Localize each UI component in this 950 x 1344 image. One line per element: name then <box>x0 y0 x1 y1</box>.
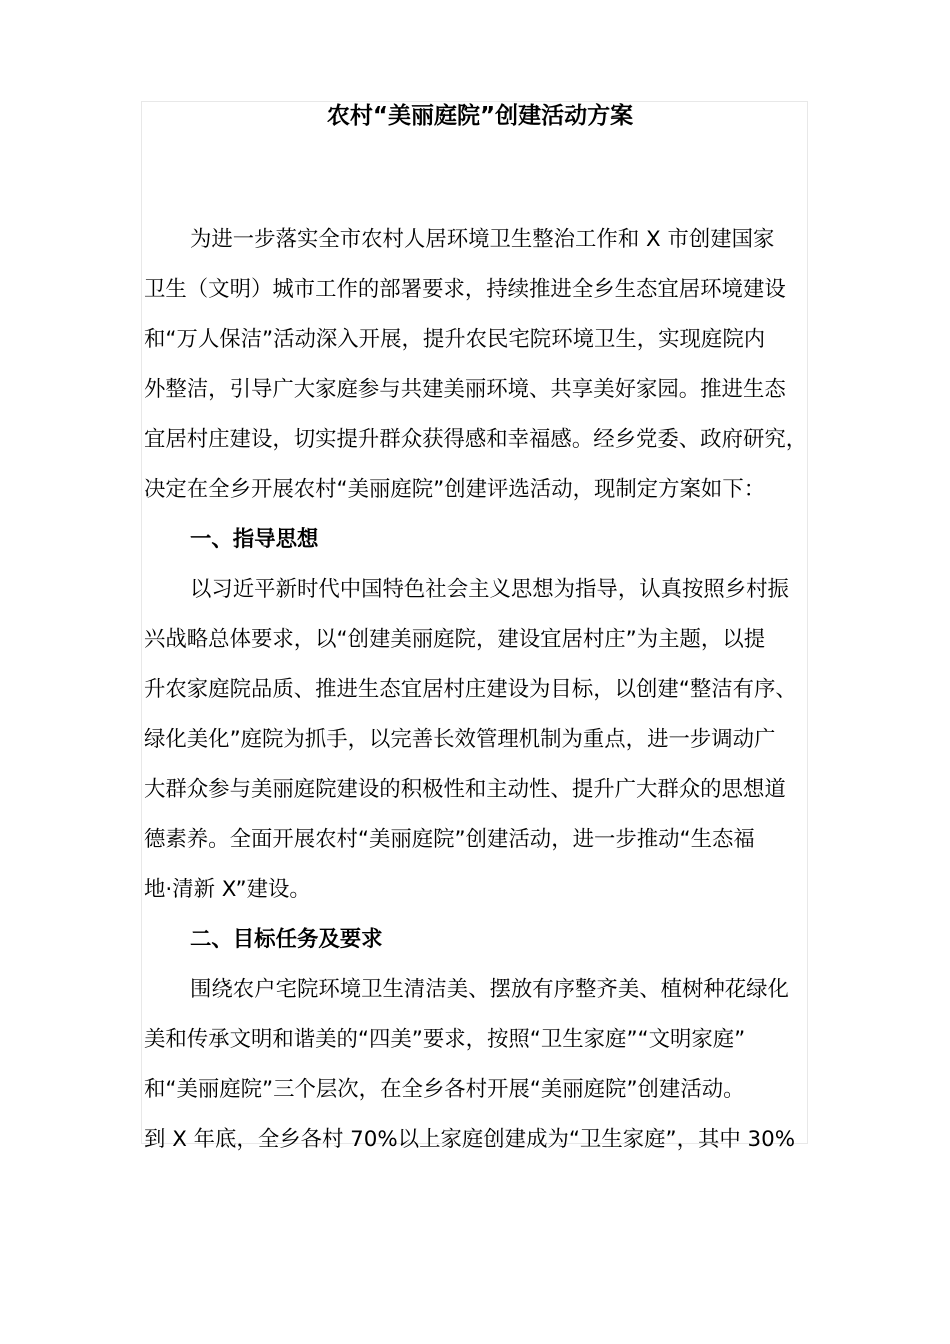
section1-line: 以习近平新时代中国特色社会主义思想为指导，认真按照乡村振 <box>190 577 789 602</box>
intro-paragraph <box>144 215 816 515</box>
section2-line: 到 X 年底，全乡各村 70%以上家庭创建成为“卫生家庭”，其中 30% <box>144 1127 796 1152</box>
section2-paragraph <box>144 965 816 1165</box>
intro-line: 和“万人保洁”活动深入开展，提升农民宅院环境卫生，实现庭院内 <box>144 327 766 352</box>
section1-line: 德素养。全面开展农村“美丽庭院”创建活动，进一步推动“生态福 <box>144 827 755 852</box>
section1-line: 大群众参与美丽庭院建设的积极性和主动性、提升广大群众的思想道 <box>144 777 786 802</box>
intro-line: 外整洁，引导广大家庭参与共建美丽环境、共享美好家园。推进生态 <box>144 377 786 402</box>
document-title: 农村“美丽庭院”创建活动方案 <box>326 103 634 129</box>
section1-line: 地·清新 X”建设。 <box>144 877 311 902</box>
section2-line: 和“美丽庭院”三个层次，在全乡各村开展“美丽庭院”创建活动。 <box>144 1077 745 1102</box>
section1-line: 升农家庭院品质、推进生态宜居村庄建设为目标，以创建“整洁有序、 <box>144 677 797 702</box>
intro-line: 卫生（文明）城市工作的部署要求，持续推进全乡生态宜居环境建设 <box>144 277 786 302</box>
intro-line: 为进一步落实全市农村人居环境卫生整治工作和 X 市创建国家 <box>190 227 775 252</box>
section2-line: 围绕农户宅院环境卫生清洁美、摆放有序整齐美、植树种花绿化 <box>190 977 789 1002</box>
intro-line: 宜居村庄建设，切实提升群众获得感和幸福感。经乡党委、政府研究， <box>144 427 808 452</box>
section-heading-goals: 二、目标任务及要求 <box>190 927 383 952</box>
section2-line: 美和传承文明和谐美的“四美”要求，按照“卫生家庭”“文明家庭” <box>144 1027 746 1052</box>
section1-paragraph <box>144 565 816 915</box>
title-spacer <box>144 136 816 215</box>
intro-line: 决定在全乡开展农村“美丽庭院”创建评选活动，现制定方案如下： <box>144 477 766 502</box>
section-heading-guiding-thought: 一、指导思想 <box>190 527 319 552</box>
section1-line: 绿化美化”庭院为抓手，以完善长效管理机制为重点，进一步调动广 <box>144 727 776 752</box>
section1-line: 兴战略总体要求，以“创建美丽庭院，建设宜居村庄”为主题，以提 <box>144 627 766 652</box>
document-body <box>144 96 816 1165</box>
